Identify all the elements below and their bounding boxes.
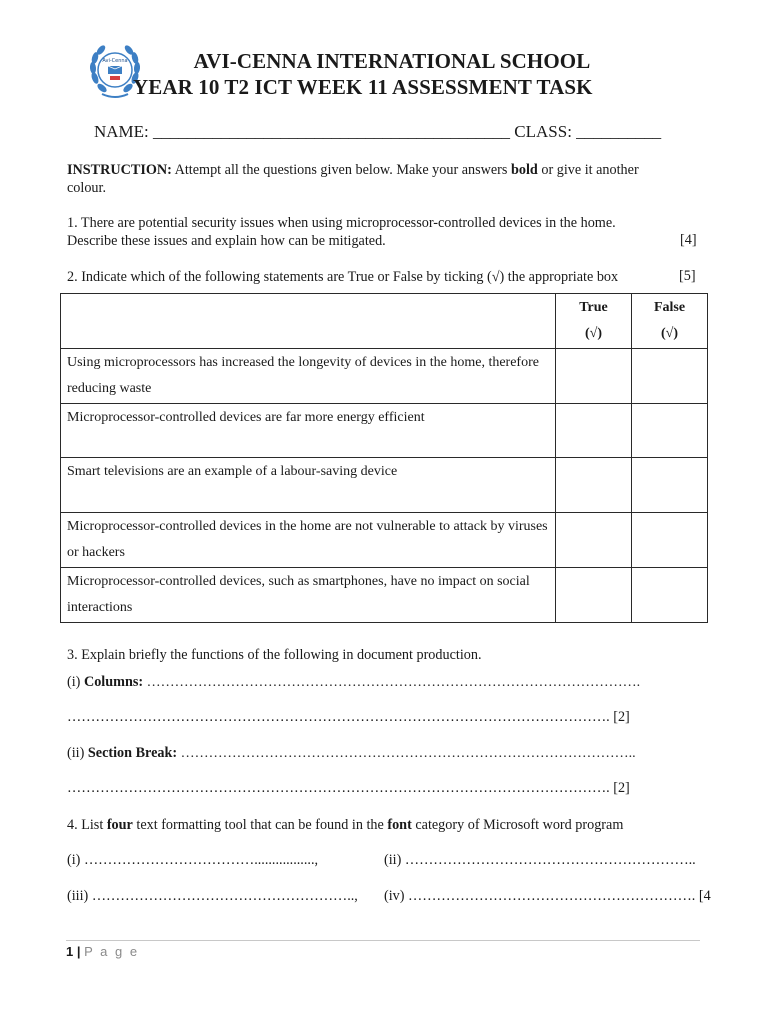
q4-answer-ii[interactable]: (ii) …………………………………………………….. [384, 852, 696, 868]
instruction-line-1: INSTRUCTION: Attempt all the questions given below. Make your answers bold or give it another [67, 162, 639, 178]
header-true: True (√) [556, 294, 632, 349]
footer-divider [66, 940, 700, 941]
false-checkbox[interactable] [632, 513, 708, 568]
table-row [61, 458, 708, 513]
page-footer: 1 | P a g e [66, 944, 140, 959]
true-false-table [60, 293, 708, 623]
table-row [61, 513, 708, 568]
table-header-row [61, 294, 708, 349]
q4-answer-i[interactable]: (i) ………………………………................., [67, 852, 319, 868]
q3-columns-line[interactable]: (i) Columns: ……………………………………………………………………………………………. [67, 674, 641, 690]
q2-text: 2. Indicate which of the following statements are True or False by ticking (√) the appropriate box [67, 269, 619, 285]
q3-section-break-answer-line[interactable]: ……………………………………………………………………………………………………. [2] [67, 780, 630, 796]
q3-section-break-line[interactable]: (ii) Section Break: …………………………………………………………………………………….. [67, 745, 636, 761]
statement-cell: Microprocessor-controlled devices, such as smartphones, have no impact on social interactions [61, 568, 556, 623]
bold-word: bold [510, 162, 538, 178]
false-checkbox[interactable] [632, 458, 708, 513]
name-class-line [94, 122, 661, 142]
q4-answer-iv[interactable]: (iv) ……………………………………………………. [4 [384, 888, 711, 904]
table-row [61, 568, 708, 623]
class-blank[interactable]: __________ [576, 122, 662, 141]
name-label: NAME: [94, 122, 149, 141]
statement-cell: Using microprocessors has increased the longevity of devices in the home, therefore reducing waste [61, 349, 556, 404]
true-checkbox[interactable] [556, 349, 632, 404]
q1-line-1: 1. There are potential security issues when using microprocessor-controlled devices in the home. [67, 215, 616, 231]
true-checkbox[interactable] [556, 513, 632, 568]
q2-marks: [5] [679, 268, 696, 284]
instruction-label: INSTRUCTION: [67, 162, 172, 178]
columns-label: Columns: [83, 674, 144, 690]
false-checkbox[interactable] [632, 404, 708, 458]
school-title: AVI-CENNA INTERNATIONAL SCHOOL [193, 49, 591, 73]
table-row [61, 404, 708, 458]
statement-cell: Microprocessor-controlled devices are far more energy efficient [61, 404, 556, 458]
page-number: 1 [66, 944, 74, 959]
q4-text: 4. List four text formatting tool that can be found in the font category of Microsoft word program [67, 817, 624, 833]
statement-cell: Microprocessor-controlled devices in the home are not vulnerable to attack by viruses or hackers [61, 513, 556, 568]
svg-text:Avi-Cenna: Avi-Cenna [102, 58, 128, 64]
q4-answer-iii[interactable]: (iii) ……………………………………………….., [67, 888, 358, 904]
q1-line-2: Describe these issues and explain how can be mitigated. [67, 233, 386, 249]
class-label: CLASS: [514, 122, 572, 141]
header-false: False (√) [632, 294, 708, 349]
true-checkbox[interactable] [556, 458, 632, 513]
true-checkbox[interactable] [556, 568, 632, 623]
q3-columns-answer-line[interactable]: ……………………………………………………………………………………………………. [2] [67, 709, 630, 725]
q1-marks: [4] [680, 232, 697, 248]
false-checkbox[interactable] [632, 349, 708, 404]
bold-four: four [106, 817, 133, 833]
assessment-title: YEAR 10 T2 ICT WEEK 11 ASSESSMENT TASK [133, 75, 593, 99]
bold-font: font [387, 817, 412, 833]
section-break-label: Section Break: [87, 745, 178, 761]
true-checkbox[interactable] [556, 404, 632, 458]
header-blank-cell [61, 294, 556, 349]
name-blank[interactable]: __________________________________________ [153, 122, 511, 141]
statement-cell: Smart televisions are an example of a labour-saving device [61, 458, 556, 513]
q3-text: 3. Explain briefly the functions of the following in document production. [67, 647, 482, 663]
false-checkbox[interactable] [632, 568, 708, 623]
instruction-line-2: colour. [67, 180, 107, 196]
page-word: P a g e [84, 944, 140, 959]
table-row [61, 349, 708, 404]
